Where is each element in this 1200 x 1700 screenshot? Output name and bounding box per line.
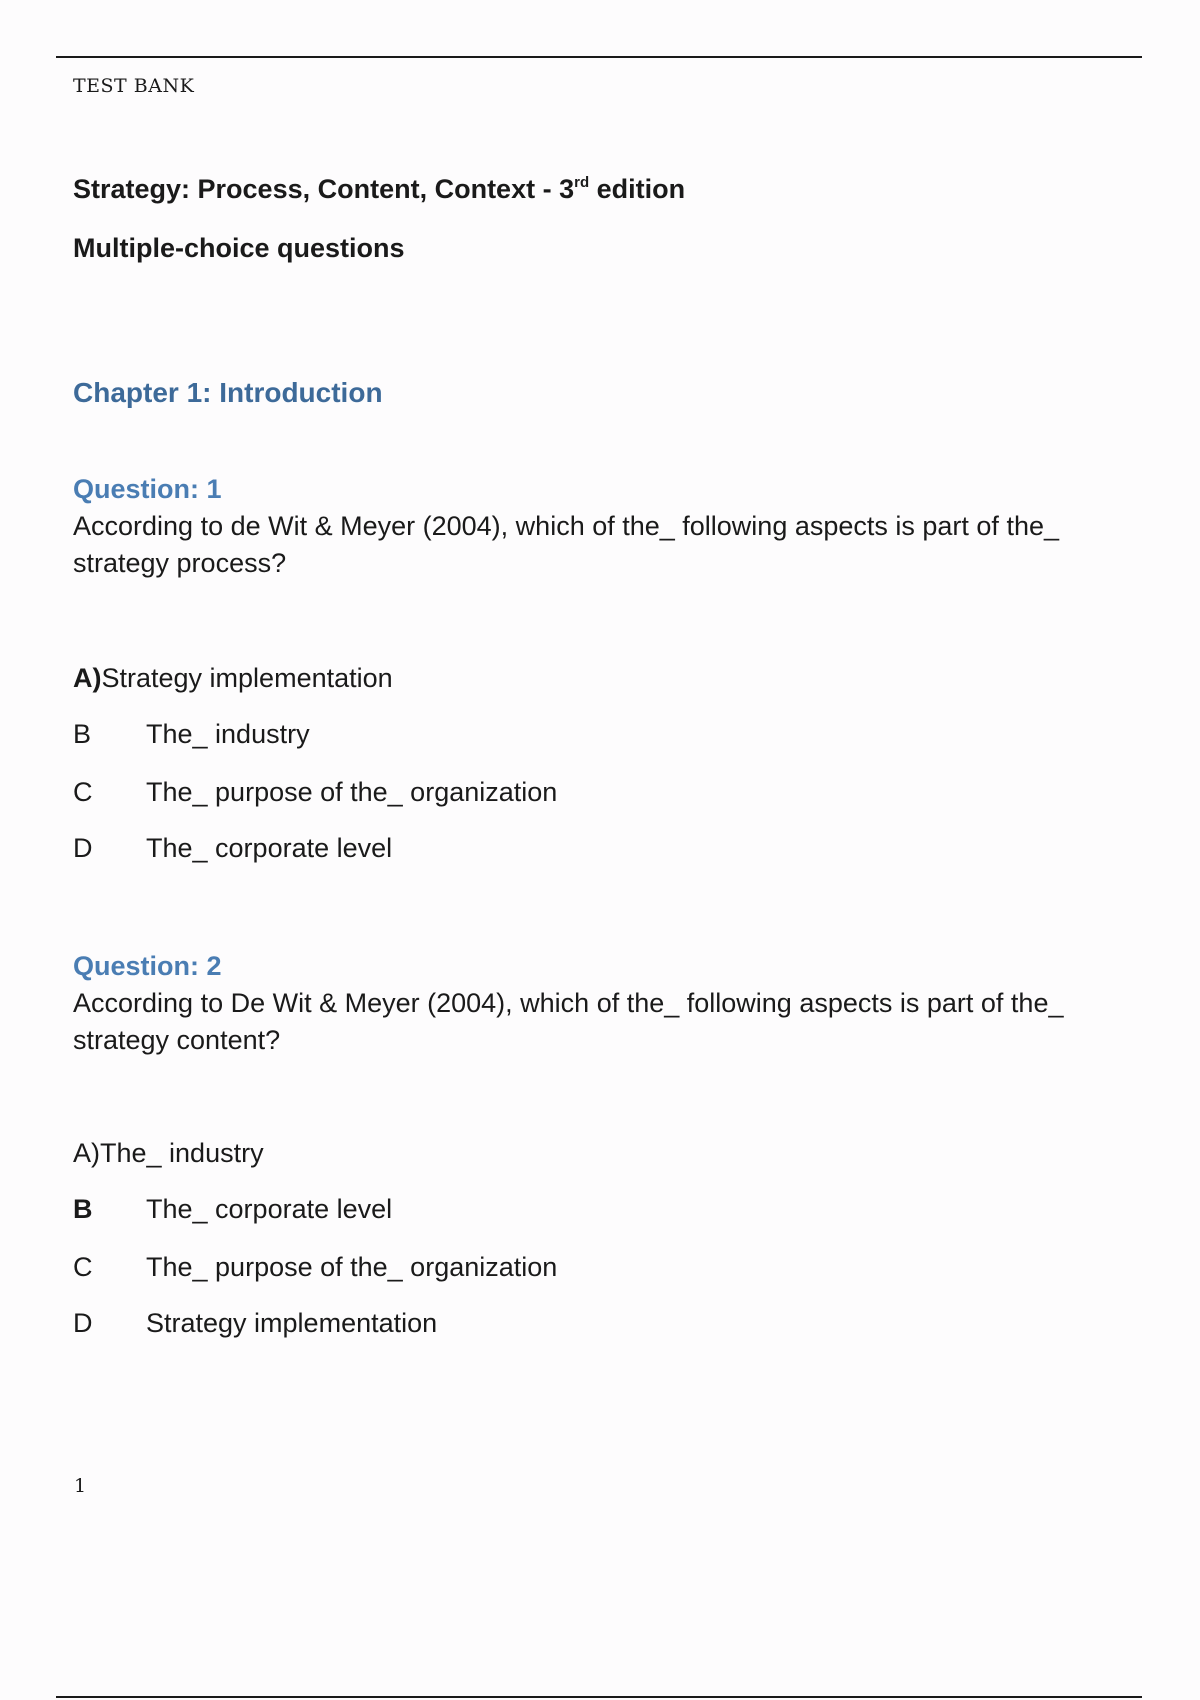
- answer-option-c: [73, 774, 557, 810]
- option-text: The_ corporate level: [146, 1194, 393, 1224]
- question-label: Question: 1: [73, 474, 222, 504]
- answer-option-b: [73, 716, 310, 752]
- option-text: Strategy implementation: [101, 663, 393, 693]
- option-letter: D: [73, 1308, 93, 1338]
- running-header: TEST BANK: [73, 75, 195, 97]
- option-text: The_ industry: [100, 1138, 264, 1168]
- question-text: According to de Wit & Meyer (2004), which of the_ following aspects is part of the_ strategy process?: [73, 511, 1059, 578]
- option-text: The_ industry: [146, 719, 310, 749]
- option-letter: C: [73, 777, 93, 807]
- option-text: The_ purpose of the_ organization: [146, 1252, 558, 1282]
- option-text: The_ purpose of the_ organization: [146, 777, 558, 807]
- bottom-rule: [56, 1696, 1142, 1698]
- top-rule: [56, 56, 1142, 58]
- answer-option-c: [73, 1249, 557, 1285]
- document-title: [73, 174, 685, 205]
- question-text: According to De Wit & Meyer (2004), which of the_ following aspects is part of the_ strategy content?: [73, 988, 1064, 1055]
- question-label: Question: 2: [73, 951, 222, 981]
- answer-option-a: [73, 1135, 264, 1171]
- option-letter: A): [73, 1138, 100, 1168]
- chapter-heading: Chapter 1: Introduction: [73, 377, 383, 408]
- option-letter: C: [73, 1252, 93, 1282]
- question-1: [73, 470, 1133, 863]
- page-number: 1: [74, 1475, 87, 1497]
- answer-option-d: [73, 830, 392, 866]
- question-2: [73, 947, 1133, 1338]
- option-text: The_ corporate level: [146, 833, 393, 863]
- option-text: Strategy implementation: [146, 1308, 438, 1338]
- option-letter: A): [73, 663, 102, 693]
- document-title-main: Strategy: Process, Content, Context - 3: [73, 174, 575, 204]
- answer-option-a: [73, 660, 393, 696]
- document-subtitle: Multiple-choice questions: [73, 233, 405, 263]
- option-letter: B: [73, 719, 92, 749]
- document-title-suffix: edition: [589, 174, 686, 204]
- answer-option-d: [73, 1305, 437, 1341]
- option-letter: D: [73, 833, 93, 863]
- option-letter: B: [73, 1194, 93, 1224]
- document-title-superscript: rd: [574, 174, 590, 191]
- answer-option-b: [73, 1191, 392, 1227]
